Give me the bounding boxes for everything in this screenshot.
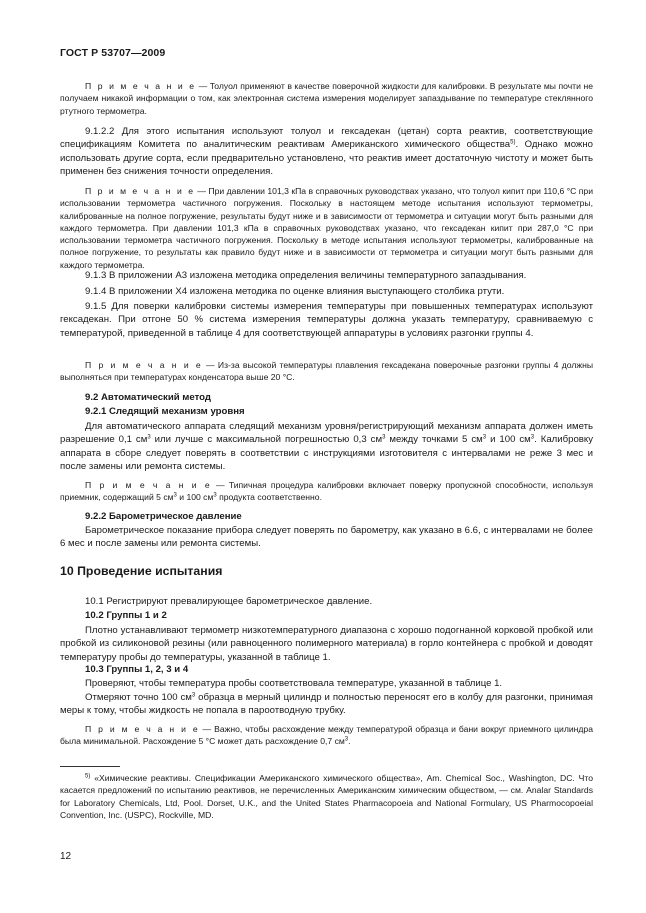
footnote-ref: 5) [510,139,516,146]
paragraph-9-1-2-2: 9.1.2.2 Для этого испытания используют толуол и гексадекан (цетан) сорта реактив, соответствующие спецификациям Комитета по аналитическим реактивам Американского химического общества$^{5)}$. Однако можно использовать другие сорта, если предварительно установлено, что реактив имеет достаточную чистоту и может быть применен без снижения точности определения. [60,126,593,178]
heading-10-2: 10.2 Группы 1 и 2 [85,610,167,621]
heading-9-2-1: 9.2.1 Следящий механизм уровня [85,406,245,417]
paragraph-9-1-3: 9.1.3 В приложении А3 изложена методика определения величины температурного запаздывания. [85,270,527,281]
note-label: П р и м е ч а н и е [85,186,195,196]
paragraph-9-2-1: Для автоматического аппарата следящий механизм уровня/регистрирующий механизм аппарата должен иметь разрешение 0,1 $см^3$ или лучше с максимальной погрешностью 0,3 $см^3$ между точками 5 $см^3$ и 100 $см^3$. Калибровку аппарата в сборе следует поверять в соответствии с инструкциями изготовителя с интервалами не реже 3 мес и после замены или ремонта системы. [60,421,594,473]
note-label: П р и м е ч а н и е [85,724,200,734]
note-label: П р и м е ч а н и е [85,81,197,91]
note-boiling-points: П р и м е ч а н и е — При давлении 101,3 кПа в справочных руководствах указано, что толуол кипит при 110,6 °С при использовании термометра частичного погружения. Поскольку в настоящем методе испытания используют термометры, калиброванные на полное погружение, результаты будут ниже и в зависимости от термометра и ситуации могут быть разными для каждого термометра. При давлении 101,3 кПа в справочных руководствах указано, что гексадекан кипит при 287,0 °С при использовании термометра частичного погружения. Поскольку в методе испытания используют термометры, калиброванные на полное погружение, то результаты как правило будут ниже и в зависимости от термометра и ситуации могут быть разными для каждого термометра. [60,186,594,270]
paragraph-10-3-measure: Отмеряют точно 100 $см^3$ образца в мерный цилиндр и полностью переносят его в колбу для разгонки, принимая меры к тому, чтобы жидкость не попала в пароотводную трубку. [60,692,593,717]
section-title-10: 10 Проведение испытания [60,564,223,578]
paragraph-9-2-2: Барометрическое показание прибора следует поверять по барометру, как указано в 6.6, с интервалами не более 6 мес и после замены или ремонта системы. [60,525,593,550]
heading-9-2-2: 9.2.2 Барометрическое давление [85,511,242,522]
heading-10-3: 10.3 Группы 1, 2, 3 и 4 [85,664,189,675]
paragraph-9-1-4: 9.1.4 В приложении Х4 изложена методика по оценке влияния выступающего столбика ртути. [85,286,505,297]
note-label: П р и м е ч а н и е [85,360,203,370]
standard-header: ГОСТ Р 53707—2009 [60,47,166,59]
note-toluene: П р и м е ч а н и е — Толуол применяют в качестве поверочной жидкости для калибровки. В результате мы почти не получаем никакой информации о том, как электронная система измерения моделирует запаздывание по температуре стеклянного ртутного термометра. [60,81,593,116]
note-label: П р и м е ч а н и е [85,480,212,490]
paragraph-10-3-check: Проверяют, чтобы температура пробы соответствовала температуре, указанной в таблице 1. [85,678,503,689]
heading-9-2: 9.2 Автоматический метод [85,392,211,403]
paragraph-9-1-5: 9.1.5 Для поверки калибровки системы измерения температуры при повышенных температурах используют гексадекан. При отгоне 50 % система измерения температуры должна указать температуру, сравниваемую с температурой, приведенной в таблице 4 для соответствующей аппаратуры в условиях разгонки группы 4. [60,301,593,339]
paragraph-10-1: 10.1 Регистрируют превалирующее барометрическое давление. [85,596,373,607]
footnote-5: $^{5)}$ «Химические реактивы. Спецификации Американского химического общества», Am. Chemical Soc., Washington, DC. Что касается предложений по испытанию реактивов, не перечисленных Американским химическим обществом, — см. Analar Standards for Laboratory Chemicals, Ltd, Pool. Dorset, U.K., and the United States Pharmacopoeia and National Formulary, US Pharmocopoeial Convention, Inc. (USPC), Rockville, MD. [60,773,593,820]
note-temperature-difference: П р и м е ч а н и е — Важно, чтобы расхождение между температурой образца и бани вокруг приемного цилиндра была минимальной. Расхождение 5 °С может дать расхождение 0,7 $см^3$. [60,724,593,747]
page-number: 12 [60,851,72,862]
footnote-number: 5) [85,773,91,780]
note-hexadecane: П р и м е ч а н и е — Из-за высокой температуры плавления гексадекана поверочные разгонки группы 4 должны выполняться при температурах конденсатора выше 20 °С. [60,360,594,383]
footnote-divider [60,766,120,767]
paragraph-10-2: Плотно устанавливают термометр низкотемпературного диапазона с хорошо подогнанной корковой пробкой или пробкой из силиконовой резины (или равноценного полимерного материала) в горло контейнера с пробкой и доводят температуру пробы до температуры, указанной в таблице 1. [60,625,593,663]
note-calibration: П р и м е ч а н и е — Типичная процедура калибровки включает поверку пропускной способности, используя приемник, содержащий 5 $см^3$ и 100 $см^3$ продукта соответственно. [60,480,593,503]
